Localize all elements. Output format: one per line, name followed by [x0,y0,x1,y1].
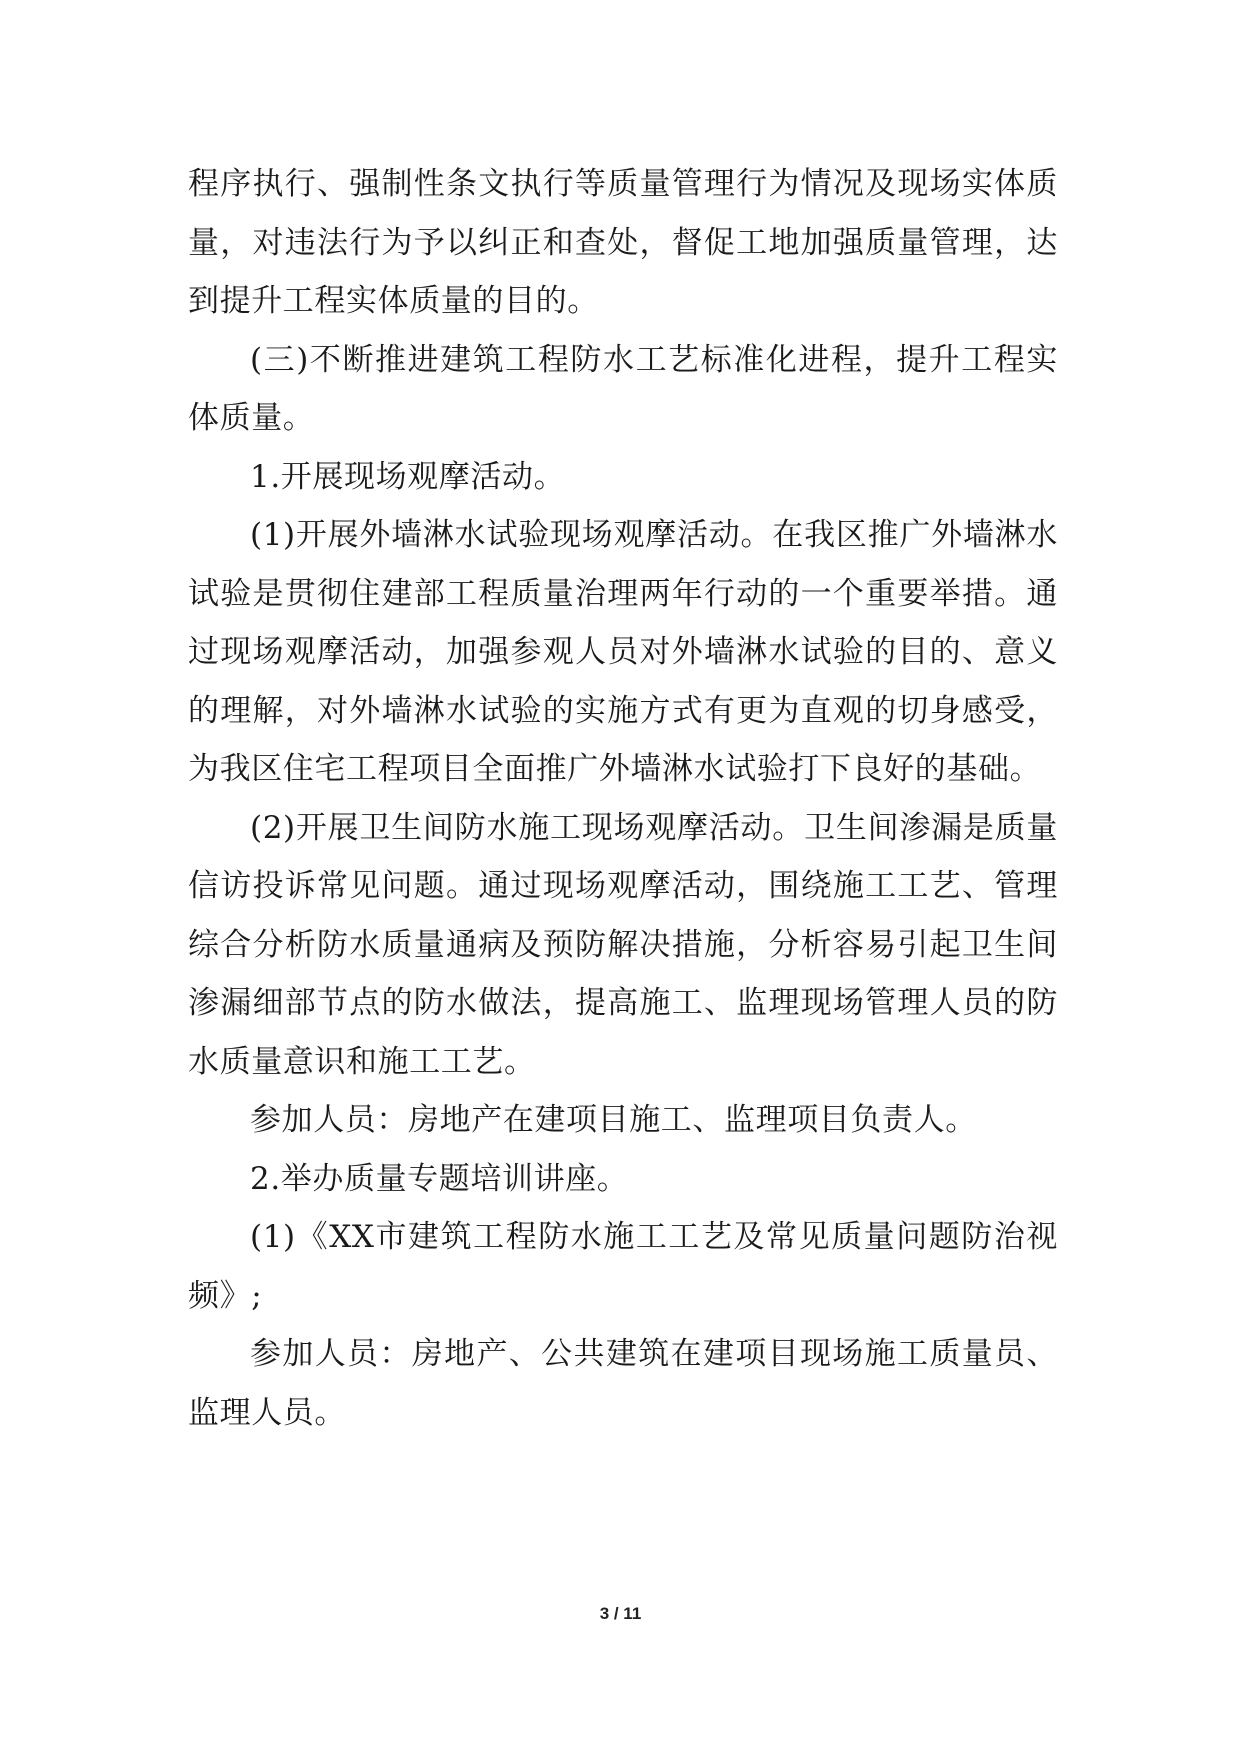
paragraph-1: 程序执行、强制性条文执行等质量管理行为情况及现场实体质量，对违法行为予以纠正和查处，督促工地加强质量管理，达到提升工程实体质量的目的。 [188,166,1058,319]
document-body [188,155,1058,1442]
paragraph-2: (三)不断推进建筑工程防水工艺标准化进程，提升工程实体质量。 [188,341,1058,436]
paragraph-9: 参加人员：房地产、公共建筑在建项目现场施工质量员、监理人员。 [188,1336,1058,1431]
paragraph-3: 1.开展现场观摩活动。 [250,458,566,495]
paragraph-8: (1)《XX市建筑工程防水施工工艺及常见质量问题防治视频》; [188,1219,1058,1314]
paragraph-4: (1)开展外墙淋水试验现场观摩活动。在我区推广外墙淋水试验是贯彻住建部工程质量治理两年行动的一个重要举措。通过现场观摩活动，加强参观人员对外墙淋水试验的目的、意义的理解，对外墙淋水试验的实施方式有更为直观的切身感受，为我区住宅工程项目全面推广外墙淋水试验打下良好的基础。 [188,517,1058,787]
paragraph-6: 参加人员：房地产在建项目施工、监理项目负责人。 [250,1102,977,1138]
paragraph-7: 2.举办质量专题培训讲座。 [250,1160,629,1197]
page-number: 3 / 11 [599,1604,642,1623]
paragraph-5: (2)开展卫生间防水施工现场观摩活动。卫生间渗漏是质量信访投诉常见问题。通过现场观摩活动，围绕施工工艺、管理综合分析防水质量通病及预防解决措施，分析容易引起卫生间渗漏细部节点的防水做法，提高施工、监理现场管理人员的防水质量意识和施工工艺。 [188,809,1058,1080]
